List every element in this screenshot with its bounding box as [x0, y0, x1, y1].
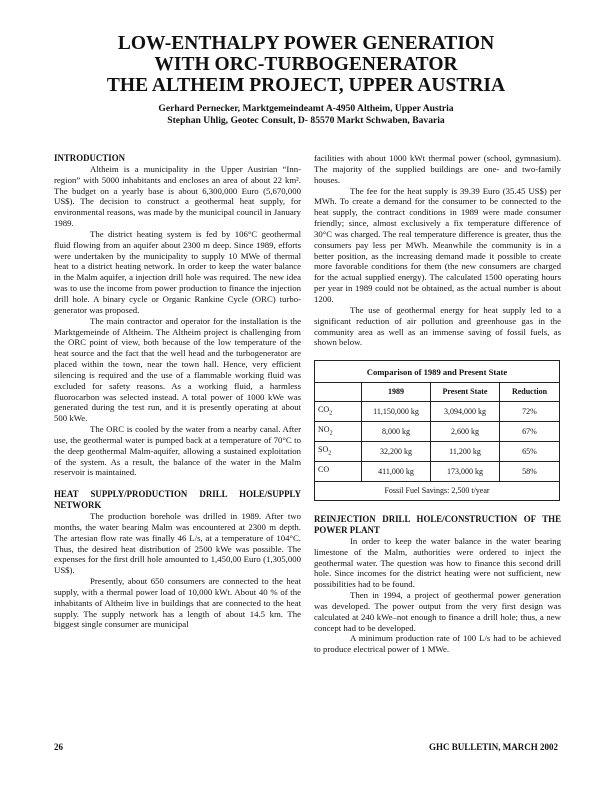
author-1: Gerhard Pernecker, Marktgemeindeamt A-4950 Altheim, Upper Austria — [158, 103, 454, 114]
section-heading-reinjection: REINJECTION DRILL HOLE/CONSTRUCTION OF THE POWER PLANT — [314, 514, 561, 536]
right-paragraph-2: The fee for the heat supply is 39.39 Euro (35.45 US$) per MWh. To create a demand for the consumer to be connected to the heat supply, the contract conditions in 1989 were made consumer friendly; since, almost exclusively a fix temperature difference of 30°C was charged. The real temperature difference is greater, thus the consumers pay less per MWh. Meanwhile the community is in a better position, as the increasing demand made it possible to create more favorable conditions for them (the new consumers are charged for the actual supplied energy). The calculated 1500 operating hours per year in 1989 could not be obtained, as the actual number is about 1200. — [314, 185, 561, 304]
heat-supply-paragraph-2: Presently, about 650 consumers are connected to the heat supply, with a thermal power load of 10,000 kWt. About 40 % of the inhabitants of Altheim live in buildings that are connected to the heat supply. The supply network has a length of about 14.5 km. The biggest single consumer are municipal — [54, 576, 301, 630]
reinjection-paragraph-3: A minimum production rate of 100 L/s had to be achieved to produce electrical power of 1 MWe. — [314, 633, 561, 655]
row-reduction-value: 58% — [500, 462, 560, 482]
title-line-3: THE ALTHEIM PROJECT, UPPER AUSTRIA — [106, 75, 506, 96]
table-header-blank — [315, 383, 362, 402]
page-title — [0, 33, 612, 96]
title-line-1: LOW-ENTHALPY POWER GENERATION — [117, 33, 495, 54]
row-reduction-value: 67% — [500, 422, 560, 442]
row-1989-value: 11,150,000 kg — [362, 402, 431, 422]
section-heading-introduction: INTRODUCTION — [54, 153, 126, 163]
table-header-1989: 1989 — [362, 383, 431, 402]
row-1989-value: 8,000 kg — [362, 422, 431, 442]
table-caption: Comparison of 1989 and Present State — [315, 361, 560, 383]
intro-paragraph-2: The district heating system is fed by 106°C geothermal fluid flowing from an aquifer about 2300 m deep. Since 1989, efforts were undertaken by the municipality to supply 10 MWe of thermal heat to a district heating network. In order to keep the water balance in the Malm aquifer, a injection drill hole was required. The new idea was to use the income from power production to finance the injection drill hole. A binary cycle or Organic Rankine Cycle (ORC) turbo-generator was proposed. — [54, 228, 301, 315]
row-label: $NO_2$ — [315, 422, 362, 442]
reinjection-paragraph-2: Then in 1994, a project of geothermal power generation was developed. The power output from the very first design was calculated at 240 kWe–not enough to finance a drill hole; thus, a new concept had to be developed. — [314, 590, 561, 633]
table-row — [315, 402, 560, 422]
author-block — [0, 103, 612, 127]
right-paragraph-1: facilities with about 1000 kWt thermal power (school, gymnasium). The majority of the supplied buildings are one- and two-family houses. — [314, 153, 561, 185]
left-column — [54, 153, 301, 630]
right-paragraph-3: The use of geothermal energy for heat supply led to a significant reduction of air pollution and greenhouse gas in the community area as well as an immense saving of fossil fuels, as shown below. — [314, 304, 561, 348]
heat-supply-paragraph-1: The production borehole was drilled in 1989. After two months, the water bearing Malm was encountered at 2300 m depth. The artesian flow rate was finally 46 L/s, at a temperature of 104°C. Thus, the desired heat distribution of 2500 kWe was possible. The expenses for the first drill hole amounted to 1,450,00 Euro (1,305,000 US$). — [54, 511, 301, 576]
table-row — [315, 422, 560, 442]
comparison-table — [314, 360, 560, 501]
page-number: 26 — [54, 742, 63, 752]
row-label: $SO_2$ — [315, 442, 362, 462]
title-line-2: WITH ORC-TURBOGENERATOR — [154, 54, 458, 75]
table-header-reduction: Reduction — [500, 383, 560, 402]
row-reduction-value: 65% — [500, 442, 560, 462]
row-label: CO — [315, 462, 362, 482]
right-column — [314, 153, 561, 655]
reinjection-paragraph-1: In order to keep the water balance in the water bearing limestone of the Malm, authorities were ordered to inject the geothermal water. The question was how to finance this second drill hole. Since incomes for the district heating were not sufficient, new possibilities had to be found. — [314, 535, 561, 590]
row-1989-value: 32,200 kg — [362, 442, 431, 462]
table-row — [315, 462, 560, 482]
row-present-value: 2,600 kg — [431, 422, 500, 442]
intro-paragraph-1: Altheim is a municipality in the Upper Austrian “Inn-region” with 5000 inhabitants and encloses an area of about 22 km². The budget on a yearly base is about 6,300,000 Euro (5,670,000 US$). The decision to construct a geothermal heat supply, for environmental reasons, was made by the municipal council in January 1989. — [54, 163, 301, 229]
table-footnote: Fossil Fuel Savings: 2,500 t/year — [315, 482, 560, 501]
publication-footer: GHC BULLETIN, MARCH 2002 — [428, 742, 558, 752]
row-label: $CO_2$ — [315, 402, 362, 422]
author-2: Stephan Uhlig, Geotec Consult, D- 85570 Markt Schwaben, Bavaria — [167, 115, 445, 126]
row-present-value: 173,000 kg — [431, 462, 500, 482]
intro-paragraph-4: The ORC is cooled by the water from a nearby canal. After use, the geothermal water is pumped back at a temperature of 70°C to the deep geothermal Malm-aquifer, allowing a sustained exploitation of the system. As a result, the balance of the water in the Malm reservoir is maintained. — [54, 424, 301, 478]
table-row — [315, 442, 560, 462]
row-1989-value: 411,000 kg — [362, 462, 431, 482]
row-present-value: 3,094,000 kg — [431, 402, 500, 422]
intro-paragraph-3: The main contractor and operator for the installation is the Marktgemeinde of Altheim. The Altheim project is challenging from the ORC point of view, both because of the low temperature of the heat source and the fact that the well head and the turbogenerator are placed within the town, near the town hall. Hence, very efficient silencing is required and the use of a flammable working fluid was excluded for safety reasons. As a working fluid, a harmless fluorocarbon was selected instead. A total power of 1000 kWe was generated during the test run, and it is presently operating at about 500 kWe. — [54, 315, 301, 424]
section-heading-heat-supply: HEAT SUPPLY/PRODUCTION DRILL HOLE/SUPPLY NETWORK — [54, 489, 301, 511]
row-reduction-value: 72% — [500, 402, 560, 422]
row-present-value: 11,200 kg — [431, 442, 500, 462]
table-header-present: Present State — [431, 383, 500, 402]
